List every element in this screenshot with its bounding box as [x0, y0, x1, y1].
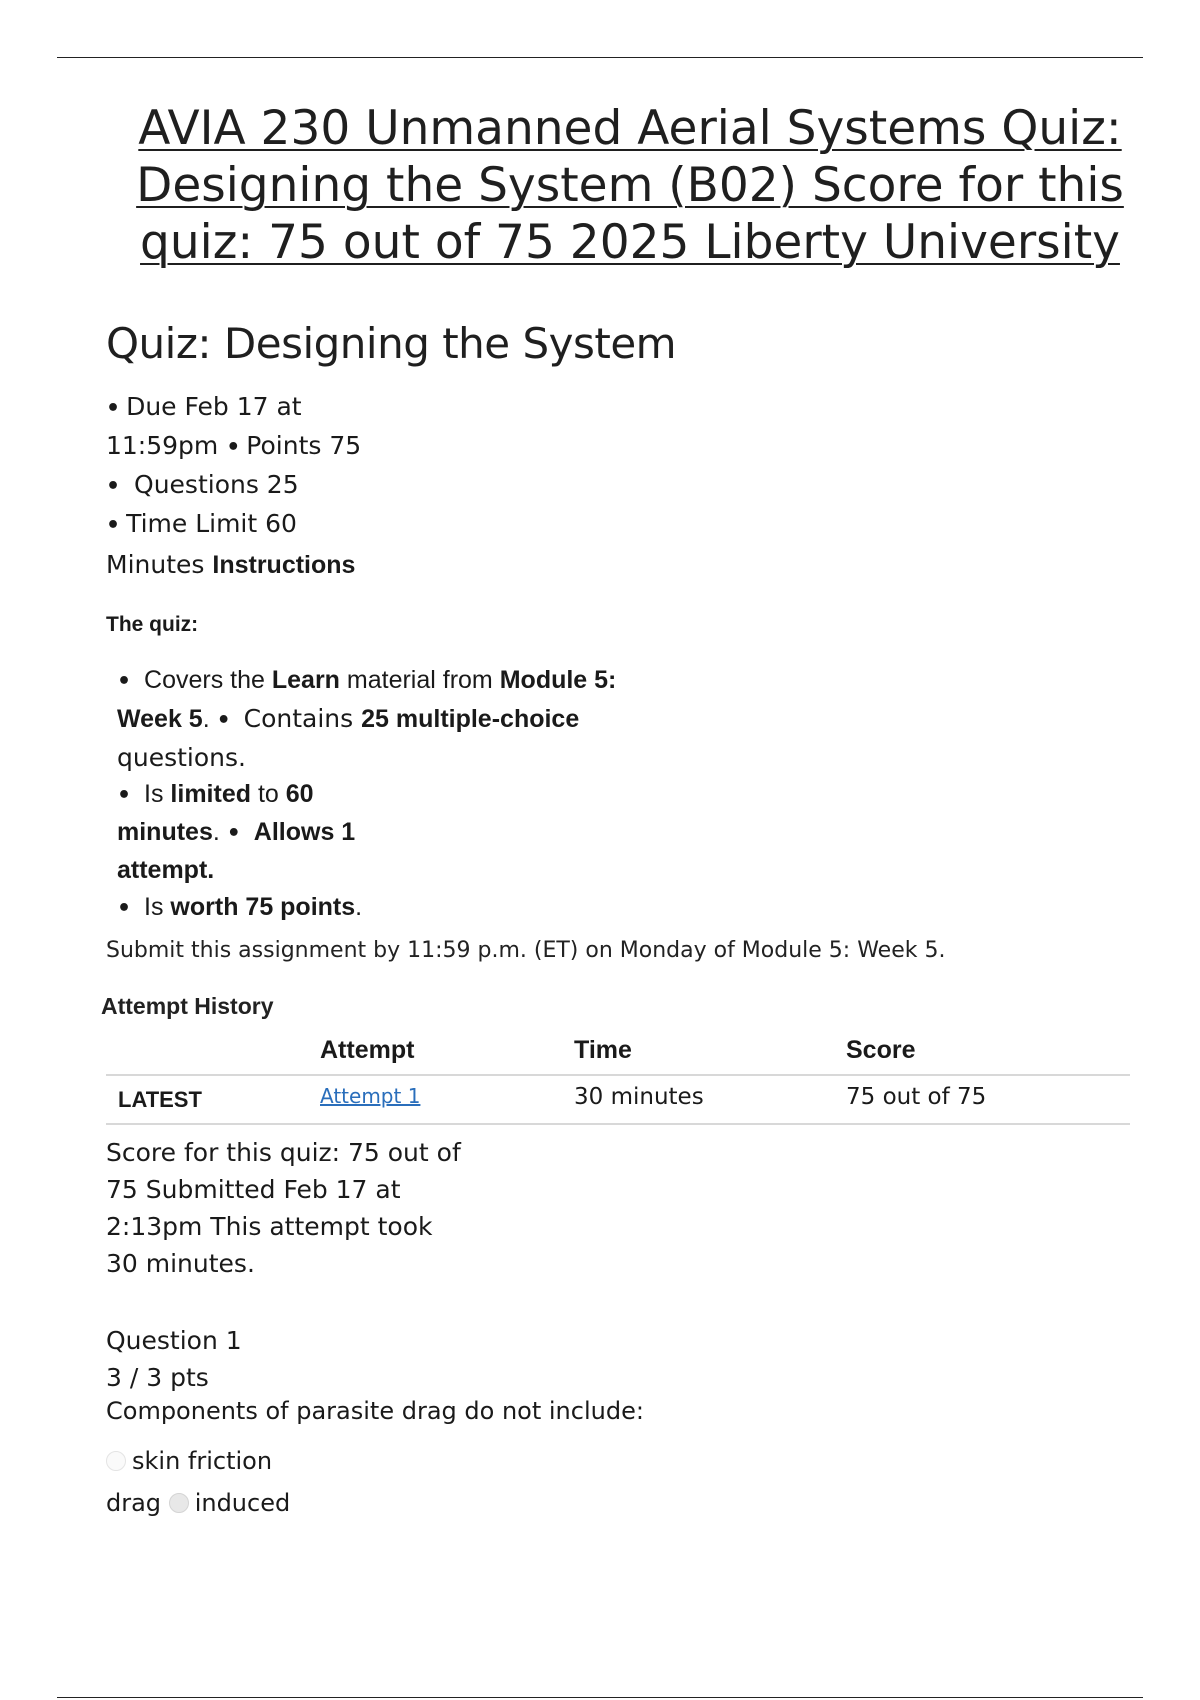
question-number: Question 1 — [106, 1326, 242, 1355]
score-line: 30 minutes. — [106, 1249, 255, 1278]
rule-emphasis: Module 5: — [499, 666, 617, 694]
bullet-icon: • — [117, 896, 132, 921]
quiz-rules-list — [117, 662, 657, 927]
column-header-attempt: Attempt — [320, 1036, 415, 1064]
bullet-icon: • — [226, 435, 241, 460]
submit-note: Submit this assignment by 11:59 p.m. (ET) on Monday of Module 5: Week 5. — [106, 938, 946, 963]
option-label-tail: drag — [106, 1489, 162, 1517]
attempt-history-heading: Attempt History — [101, 993, 274, 1019]
rule-emphasis: Week 5 — [117, 705, 203, 733]
rule-emphasis: limited — [170, 780, 251, 808]
bullet-icon: • — [106, 396, 121, 421]
minutes-label: Minutes — [106, 550, 205, 579]
rule-text: . — [202, 705, 210, 733]
answer-option-skin-friction[interactable] — [106, 1447, 272, 1475]
rule-text: material from — [339, 666, 500, 694]
question-text: Components of parasite drag do not include: — [106, 1397, 644, 1425]
question-points: 3 / 3 pts — [106, 1363, 209, 1392]
attempt-time: 30 minutes — [574, 1084, 704, 1110]
bullet-icon: • — [226, 821, 241, 846]
bullet-icon: • — [216, 708, 231, 733]
rule-emphasis: Learn — [271, 666, 340, 694]
score-line: 2:13pm This attempt took — [106, 1212, 433, 1241]
radio-button-selected-icon[interactable] — [169, 1493, 189, 1513]
document-title: AVIA 230 Unmanned Aerial Systems Quiz: Designing the System (B02) Score for this quiz: 75 out of 75 2025 Liberty University — [136, 101, 1124, 270]
table-row — [106, 1076, 1130, 1125]
rule-text: Is — [144, 780, 171, 808]
question-header — [106, 1322, 242, 1396]
score-summary — [106, 1134, 486, 1282]
quiz-meta — [106, 388, 466, 544]
rule-emphasis: minutes — [117, 818, 213, 846]
rule-emphasis: 25 multiple-choice — [361, 705, 580, 733]
time-limit: Time Limit 60 — [126, 509, 297, 538]
top-rule — [57, 57, 1143, 58]
bullet-icon: • — [106, 474, 121, 499]
attempt-1-link[interactable]: Attempt 1 — [320, 1084, 421, 1108]
option-label: skin friction — [132, 1447, 273, 1475]
instructions-line — [106, 546, 355, 584]
the-quiz-label: The quiz: — [106, 613, 199, 636]
points-value: Points 75 — [246, 431, 362, 460]
radio-button-icon[interactable] — [106, 1451, 126, 1471]
rule-text: Is — [144, 893, 171, 921]
latest-label: LATEST — [118, 1087, 202, 1112]
due-time: 11:59pm — [106, 431, 219, 460]
attempt-history-table — [106, 1030, 1130, 1125]
rule-emphasis: Allows 1 — [253, 818, 356, 846]
column-header-time: Time — [574, 1036, 632, 1064]
answer-option-induced[interactable] — [106, 1489, 290, 1517]
rule-text: . — [212, 818, 220, 846]
score-line: Score for this quiz: 75 out of — [106, 1138, 461, 1167]
rule-emphasis: attempt. — [117, 856, 215, 884]
bullet-icon: • — [106, 513, 121, 538]
option-label: induced — [194, 1489, 291, 1517]
table-header — [106, 1030, 1130, 1076]
due-date: Due Feb 17 at — [126, 392, 302, 421]
score-line: 75 Submitted Feb 17 at — [106, 1175, 401, 1204]
column-header-score: Score — [846, 1036, 916, 1064]
quiz-title: Quiz: Designing the System — [106, 319, 677, 368]
rule-text: Covers the — [144, 666, 272, 694]
rule-text: to — [251, 780, 286, 808]
questions-count: Questions 25 — [134, 470, 299, 499]
instructions-heading: Instructions — [212, 551, 356, 579]
rule-text: questions. — [117, 743, 246, 772]
rule-text: . — [355, 893, 363, 921]
rule-emphasis: 60 — [285, 780, 314, 808]
rule-emphasis: worth 75 points — [170, 893, 356, 921]
bullet-icon: • — [117, 783, 132, 808]
bottom-rule — [57, 1697, 1143, 1698]
rule-text: Contains — [243, 704, 362, 733]
attempt-score: 75 out of 75 — [846, 1084, 987, 1110]
bullet-icon: • — [117, 669, 132, 694]
